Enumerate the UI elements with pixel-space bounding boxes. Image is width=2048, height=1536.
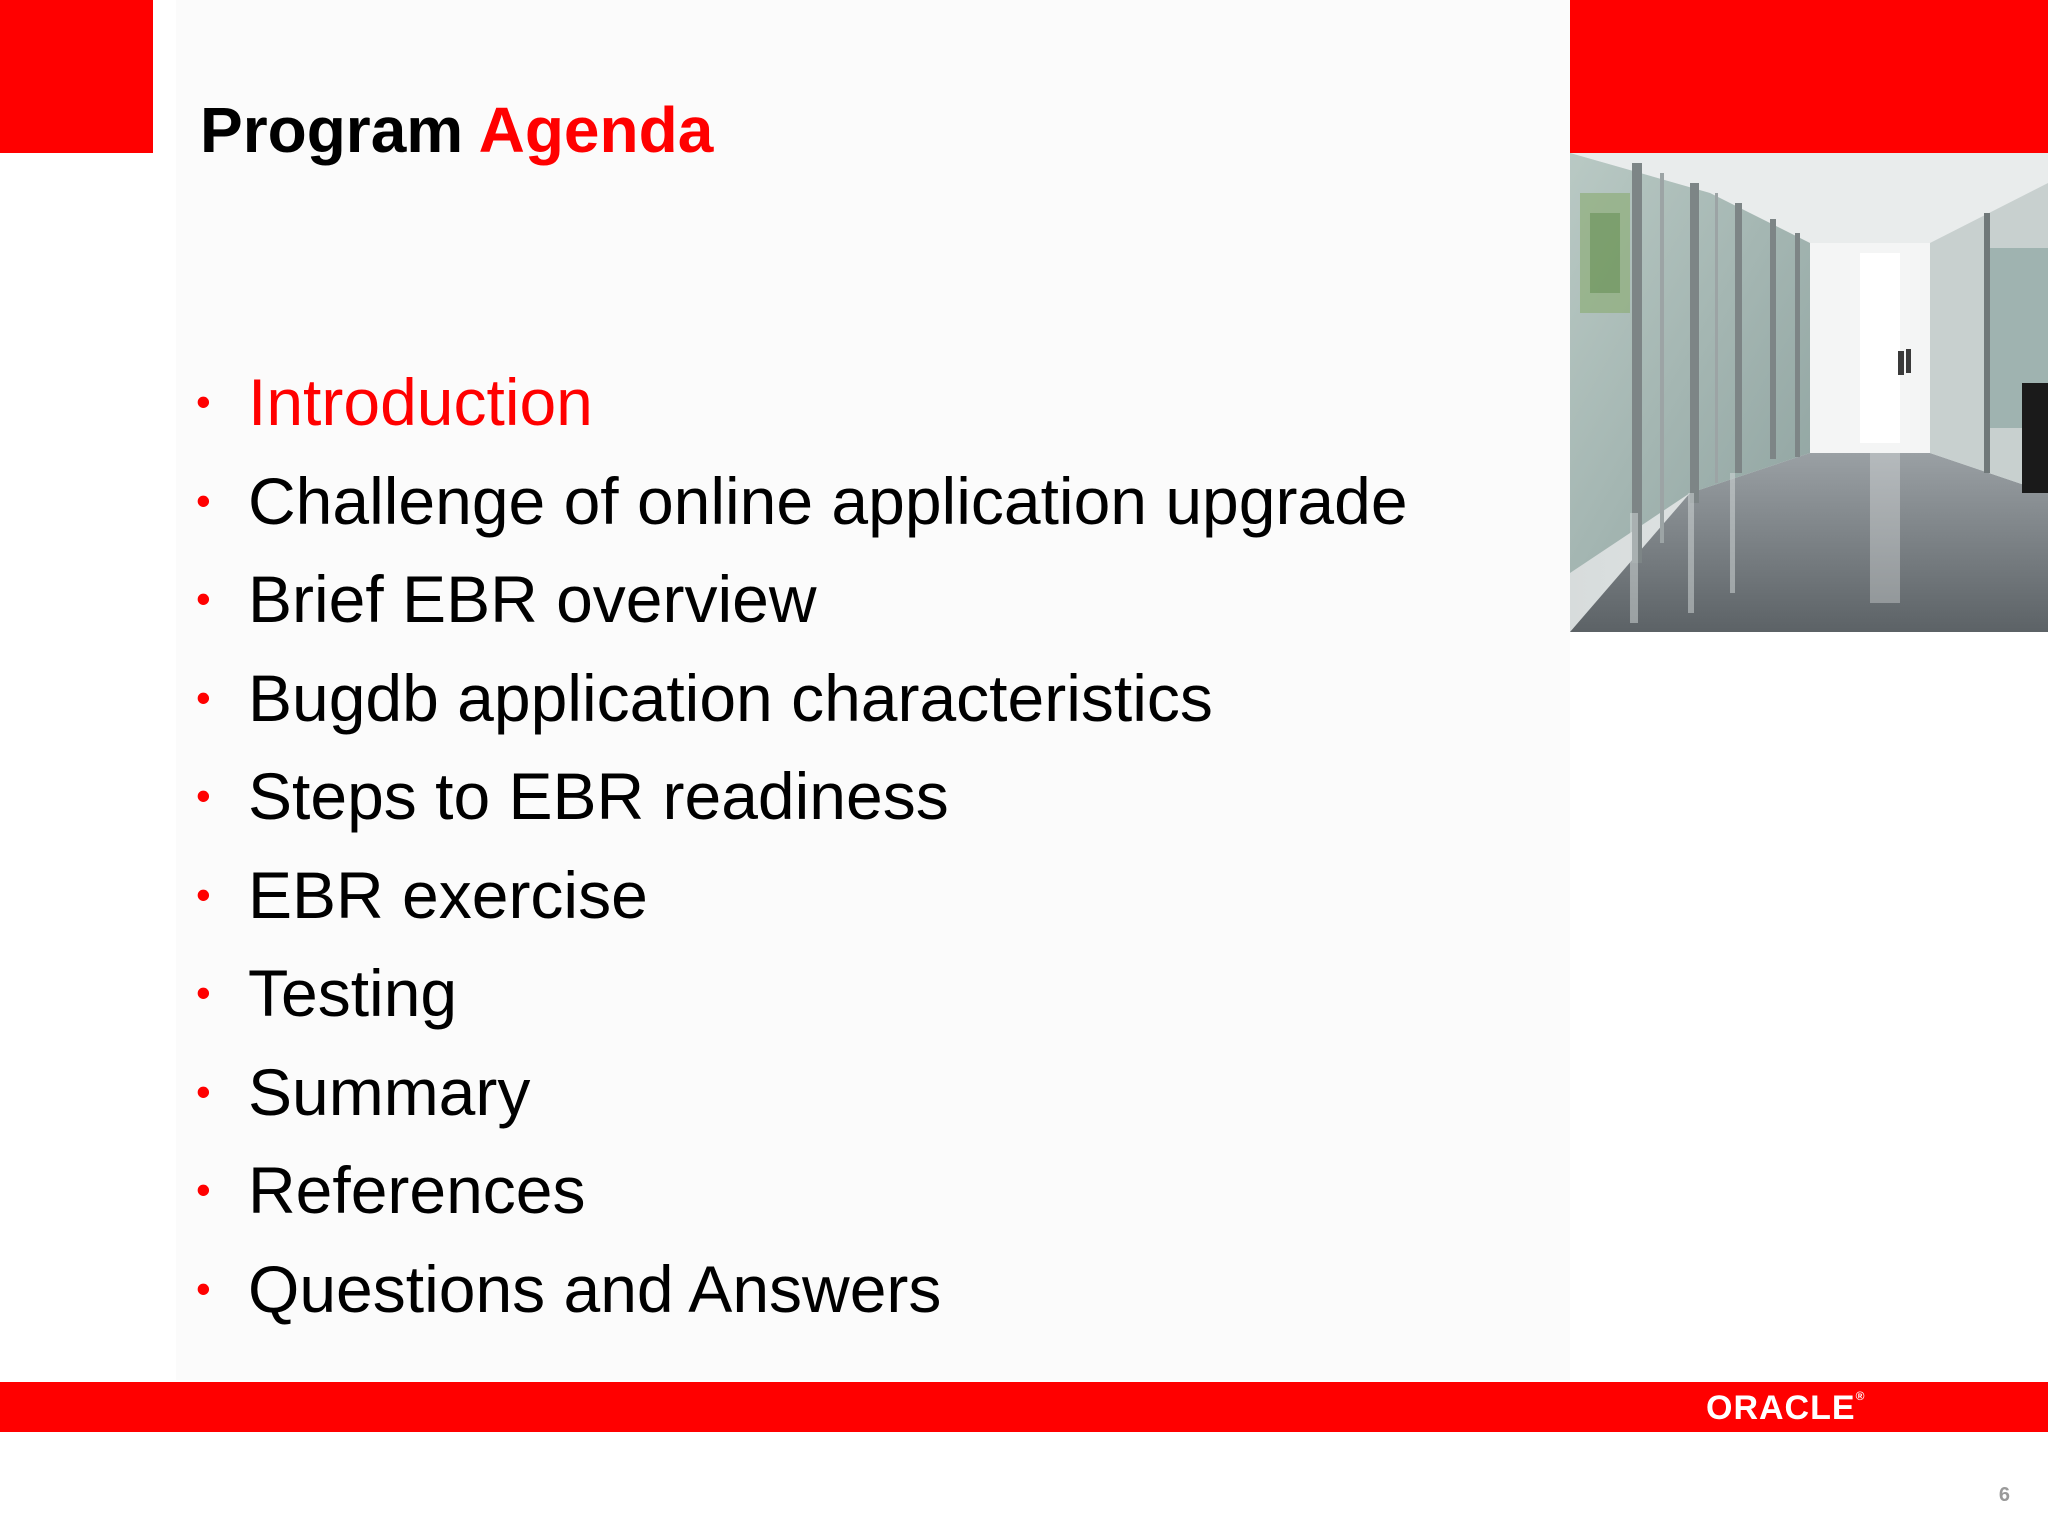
bullet-icon: •: [196, 1264, 211, 1312]
bullet-icon: •: [196, 476, 211, 524]
agenda-item: [196, 754, 1408, 853]
agenda-item-label: Introduction: [248, 365, 593, 439]
bullet-icon: •: [196, 673, 211, 721]
agenda-item: [196, 360, 1408, 459]
agenda-list: [196, 360, 1408, 1345]
agenda-item-label: Testing: [248, 956, 458, 1030]
agenda-item: [196, 557, 1408, 656]
registered-mark: ®: [1855, 1389, 1866, 1403]
bullet-icon: •: [196, 772, 211, 819]
logo-text: ORACLE: [1706, 1389, 1856, 1427]
bullet-icon: •: [196, 969, 211, 1016]
bullet-icon: •: [196, 1067, 211, 1115]
agenda-item: [196, 1247, 1408, 1346]
agenda-item: [196, 656, 1408, 755]
page-number: 6: [1998, 1484, 2010, 1506]
title-word-agenda: Agenda: [478, 94, 714, 166]
bullet-icon: •: [196, 870, 211, 918]
corridor-illustration: [1570, 153, 2048, 632]
top-right-accent-block: [1570, 0, 2048, 153]
agenda-item: [196, 459, 1408, 558]
oracle-logo: [1706, 1386, 1865, 1430]
agenda-item-label: Bugdb application characteristics: [248, 660, 1213, 735]
agenda-item-label: Summary: [248, 1054, 531, 1129]
bullet-icon: •: [196, 575, 211, 622]
agenda-item: [196, 1050, 1408, 1149]
agenda-item-label: EBR exercise: [248, 857, 648, 932]
agenda-item-label: Challenge of online application upgrade: [248, 463, 1408, 538]
bullet-icon: •: [196, 378, 211, 425]
agenda-item: [196, 853, 1408, 952]
agenda-item-label: References: [248, 1153, 586, 1227]
bullet-icon: •: [196, 1166, 211, 1213]
agenda-item-label: Questions and Answers: [248, 1251, 942, 1326]
agenda-item: [196, 951, 1408, 1050]
corner-accent-block: [0, 0, 153, 153]
title-word-program: Program: [200, 94, 464, 166]
office-corridor-photo: [1570, 153, 2048, 632]
agenda-item-label: Brief EBR overview: [248, 562, 817, 636]
slide-title: [200, 92, 713, 168]
agenda-item: [196, 1148, 1408, 1247]
agenda-item-label: Steps to EBR readiness: [248, 759, 949, 833]
